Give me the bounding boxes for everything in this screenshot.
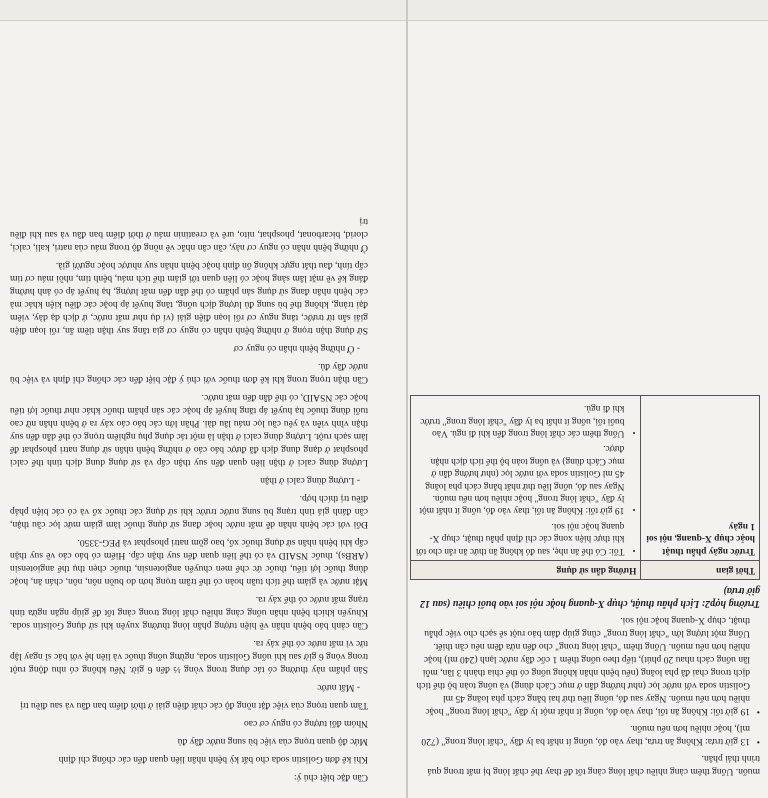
body-paragraph: Sử dụng thận trọng ở những bệnh nhân có nguy cơ gia tăng suy thận tiềm ẩn, rối loạn điện giải sẵn từ trước, tăng nguy cơ rối loạn điện giải (ví dụ như mất nước, ứ dịch dạ dày, viêm đại tràng, không thể bù sung đủ lượng dịch uống, tăng huyết áp hoặc các điều kiện khác mà các bệnh nhân đang sử dụng sản phẩm có thể dẫn đến mất lượng, hạ huyết áp có ảnh hưởng đáng kể về mặt lâm sàng hoặc có liên quan tới giảm thể tích máu, bệnh tim, nhồi máu cơ tim cấp tính, đau thắt ngực không ổn định hoặc bệnh nhân suy nhược hoặc người già. [10,260,368,336]
body-paragraph: Sản phẩm này thường có tác dụng trong vòng ½ đến 6 giờ. Nếu không có nhu động ruột trong vòng 6 giờ sau khi uống Golistin soda, ngừng uống thuốc và liên hệ với bác sĩ ngay lập tức vì mất nước có thể xảy ra. [10,638,368,675]
left-column [410,8,760,778]
tail-item-noon: • 13 giờ trưa: Không ăn trưa, thay vào đó, uống ít nhất ba ly đầy "chất lỏng trong" (720 ml), hoặc nhiều hơn nếu muốn. [410,722,760,748]
table2-header-row [411,560,760,579]
table2 [410,395,760,580]
header-time: Thời gian [641,560,760,579]
note-item: Tầm quan trọng của việc đặt nồng độ các chất điện giải ở thời điểm ban đầu và sau điều trị [20,700,368,711]
body-paragraph: Cần thận trọng trong khi kê đơn thuốc với chú ý đặc biệt đến các chống chỉ định và việc bù nước đầy đủ. [10,361,368,385]
body-paragraph: Lượng dùng calci ở thận liên quan đến suy thận cấp và sử dụng dung dịch tinh thể calci phosphat ở dạng dung dịch đã được báo cáo ở những bệnh nhân sử dụng natri phosphat để làm sạch ruột. Lượng dùng calci ở thận là một tác dụng phụ nghiêm trọng có thể dẫn đến suy thận vĩnh viễn và yêu cầu lọc máu lâu dài. Phần lớn các báo cáo xảy ra ở bệnh nhân nữ cao tuổi dùng thuốc hạ huyết áp tăng huyết áp hoặc các sản phẩm thuốc khác như thuốc lợi tiểu hoặc các NSAID, có thể dẫn đến mất nước. [10,392,368,468]
top-table-tail [410,614,760,778]
row-label: Trước ngày phẫu thuật hoặc chụp X-quang, nội soi 1 ngày [641,395,760,560]
table2-caption: Trường hợp2: Lịch phẫu thuật, chụp X-quang hoặc nội soi vào buổi chiều (sau 12 giờ trưa) [419,585,760,609]
section-risk: - Ở những bệnh nhân có nguy cơ [233,343,360,354]
tail-item-evening: • 19 giờ tối: Không ăn tối, thay vào đó, uống ít nhất một ly đầy "chất lỏng trong" hoặc nhiều hơn nếu muốn. Ngay sau đó, uống liều thứ hai bằng cách pha loãng 45 ml Golistin soda với nước lọc (như hướng dẫn ở mục Cách dùng) và uống toàn bộ thể tích dịch trong chai đã pha loãng (nếu bệnh nhân không uống có thể chia thành 3 lần, mỗi lần uống cách nhau 20 phút), tiếp theo uống thêm 1 cốc đầy nước lạnh (240 ml) hoặc nhiều hơn nếu muốn. Uống thêm "chất lỏng trong" cho đến nửa đêm nếu cần thiết. Uống một lượng lớn "chất lỏng trong" cũng giúp đảm bảo ruột sẽ sạch cho việc phẫu thuật, chụp X-quang hoặc nội soi. [410,614,760,718]
body-paragraph: Cần cảnh báo bệnh nhân về hiện tượng phân lỏng thường xuyên khi sử dụng Golistin soda. Khuyến khích bệnh nhân uống càng nhiều chất lỏng trong càng tốt để giúp ngăn ngừa tình trạng mất nước có thể xảy ra. [10,594,368,631]
instruction-item: • Tối: Có thể ăn nhẹ, sau đó không ăn thức ăn rắn cho tới khi thực hiện xong các chỉ định phẫu thuật, chụp X-quang hoặc nội soi. [415,519,624,556]
body-paragraph: Đối với các bệnh nhân dễ mất nước hoặc đang sử dụng thuốc làm giảm mức lọc cầu thận, cần đánh giá tình trạng bù sung nước trước khi sử dụng các thuốc xổ và có các biện pháp điều trị thích hợp. [10,493,368,530]
section-calcium: - Lượng dùng calci ở thận [260,475,360,486]
header-guide: Hướng dẫn sử dụng [411,560,641,579]
instruction-item: • Uống thêm các chất lỏng trong đến khi đi ngủ. Vào buổi tối, uống ít nhất ba ly đầy "chất lỏng trong" trước khi đi ngủ. [415,402,624,439]
notes-heading: Cần đặc biệt chú ý: [293,772,368,783]
instruction-item: • 19 giờ tối: Không ăn tối, thay vào đó, uống ít nhất một ly đầy "chất lỏng trong" hoặc nhiều hơn nếu muốn. Ngay sau đó, uống liều thứ nhất bằng cách pha loãng 45 ml Golistin soda với nước lọc (như hướng dẫn ở mục Cách dùng) và uống toàn bộ thể tích dịch nhận được. [415,442,624,516]
note-item: Khi kê đơn Golistin soda cho bất kỳ bệnh nhân liên quan đến các chống chỉ định [58,754,368,765]
body-paragraph: Ở những bệnh nhân có nguy cơ này, cần cân nhắc về nồng độ trong máu của natri, kali, calci, clorid, bicarbonat, phosphat, nito, urê và creatinin máu ở thời điểm ban đầu và sau khi điều trị [10,216,368,253]
body-paragraph: Mặt nước và giảm thể tích tuần hoàn có thể trầm trọng hơn do buồn nôn, nôn, chán ăn, hoặc dùng thuốc lợi tiểu, thuốc ức chế men chuyển angiotensin, thuốc chẹn thụ thể angiotensin (ARBs), thuốc NSAID và có thể liên quan đến suy thận cấp. Hiếm có báo cáo về suy thận cấp khi bệnh nhân sử dụng thuốc xổ, bao gồm natri phosphat và PEG-3350. [10,537,368,587]
right-column [10,14,368,784]
table2-row [411,395,760,560]
tail-paragraph: muốn. Uống thêm càng nhiều chất lỏng càng tốt để thay thế chất lỏng bị mất trong quá trình thải phân. [427,753,760,777]
row-instructions [411,395,641,560]
section-dehydration: - Mất nước [317,682,360,693]
note-item: Nhóm đối tượng có nguy cơ cao [243,718,368,729]
note-item: Mức độ quan trọng của việc bù sung nước đầy đủ [177,736,368,747]
